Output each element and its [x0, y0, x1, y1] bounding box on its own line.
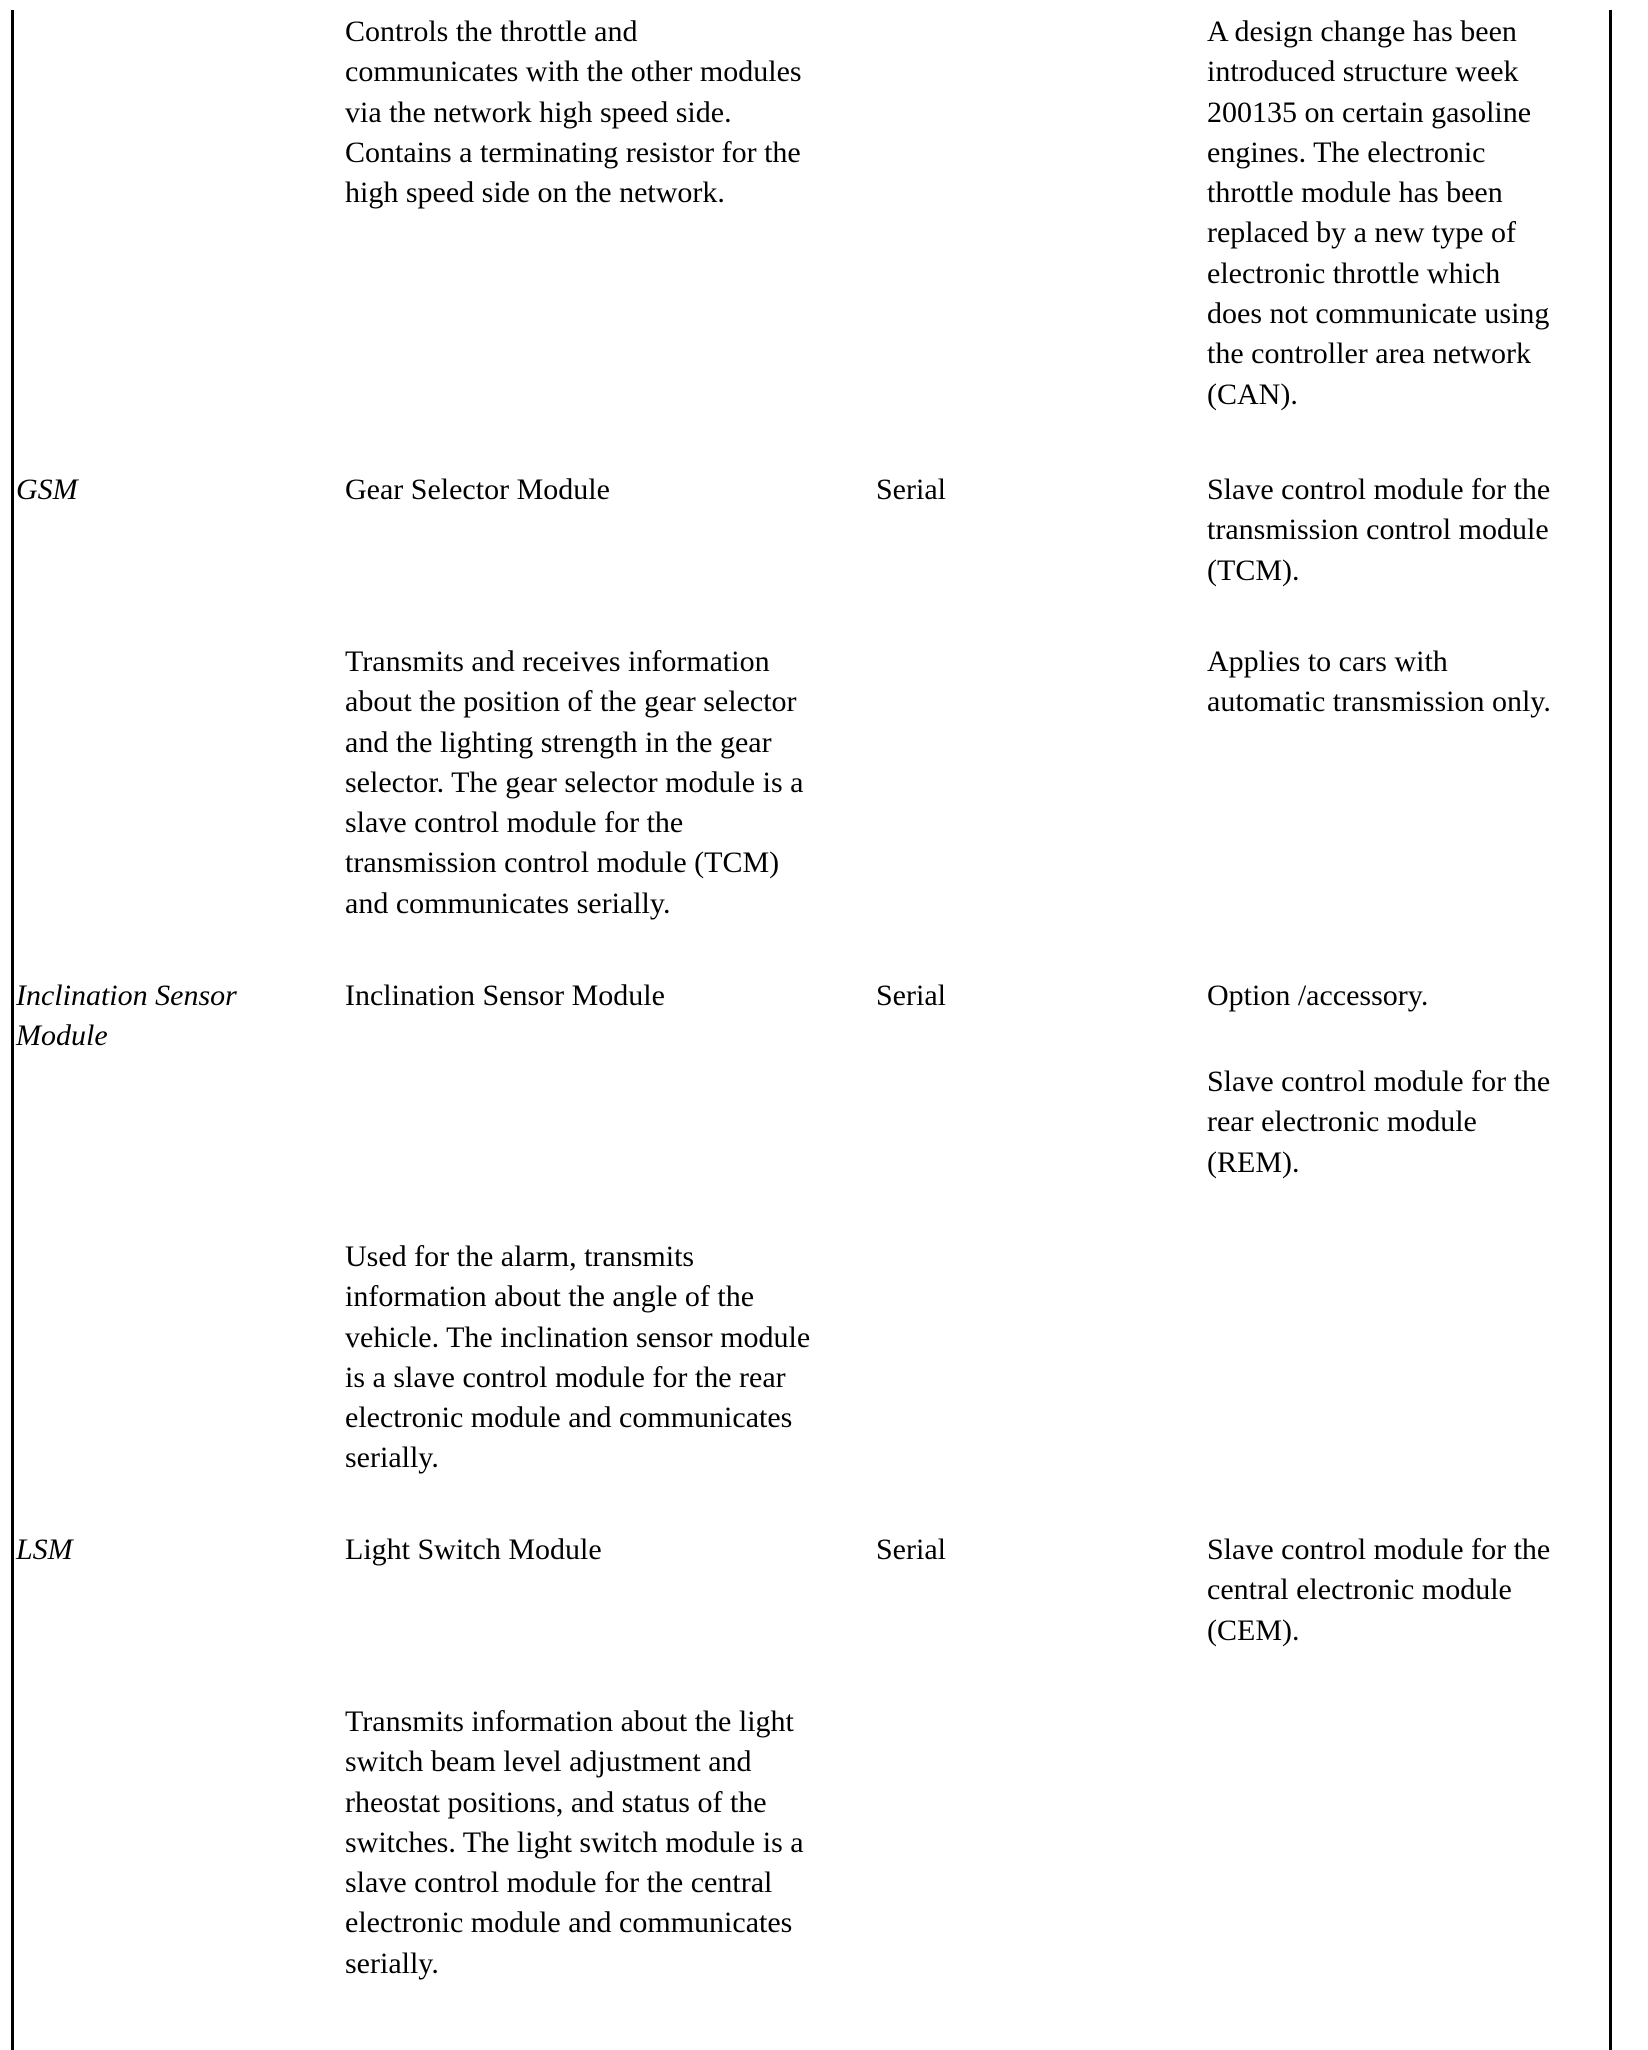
row-gsm-note-1: Slave control module for the transmission control module (TCM).	[1207, 473, 1551, 587]
row-throttle-note: A design change has been introduced structure week 200135 on certain gasoline engines. The electronic throttle module has been replaced by a new type of electronic throttle which does not communicate using the controller area network (CAN).	[1207, 15, 1550, 411]
row-ism-note-1: Option /accessory.	[1207, 979, 1429, 1012]
table-right-border	[1609, 10, 1612, 2050]
row-lsm-abbreviation: LSM	[16, 1533, 73, 1566]
row-ism-note-2: Slave control module for the rear electronic module (REM).	[1207, 1065, 1551, 1179]
row-throttle-description: Controls the throttle and communicates with the other modules via the network high speed side. Contains a terminating resistor for the high speed side on the network.	[345, 15, 802, 210]
row-gsm-communication: Serial	[876, 473, 946, 506]
row-ism-communication: Serial	[876, 979, 946, 1012]
row-ism-description: Used for the alarm, transmits information about the angle of the vehicle. The inclination sensor module is a slave control module for the rear electronic module and communicates serially.	[345, 1240, 811, 1475]
row-lsm-name: Light Switch Module	[345, 1533, 602, 1566]
table-left-border	[11, 10, 14, 2050]
row-gsm-note-2: Applies to cars with automatic transmission only.	[1207, 645, 1551, 719]
row-ism-abbreviation: Inclination Sensor Module	[16, 979, 237, 1053]
row-lsm-communication: Serial	[876, 1533, 946, 1566]
row-ism-name: Inclination Sensor Module	[345, 979, 665, 1012]
row-gsm-description: Transmits and receives information about the position of the gear selector and the lighting strength in the gear selector. The gear selector module is a slave control module for the transmission control module (TCM) and communicates serially.	[345, 645, 804, 920]
row-lsm-note-1: Slave control module for the central electronic module (CEM).	[1207, 1533, 1551, 1647]
row-gsm-abbreviation: GSM	[16, 473, 78, 506]
row-gsm-name: Gear Selector Module	[345, 473, 610, 506]
row-lsm-description: Transmits information about the light switch beam level adjustment and rheostat positions, and status of the switches. The light switch module is a slave control module for the central electronic module and communicates serially.	[345, 1705, 804, 1980]
